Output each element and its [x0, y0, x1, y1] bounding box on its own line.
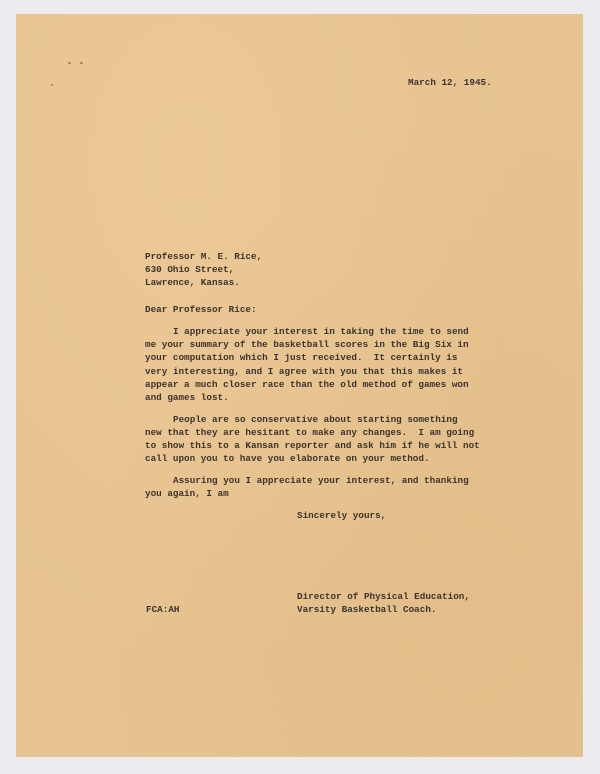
text-line: appear a much closer race than the old method of games won	[145, 379, 469, 390]
letter-date: March 12, 1945.	[408, 77, 492, 88]
text-line: new that they are hesitant to make any changes. I am going	[145, 427, 475, 438]
salutation: Dear Professor Rice:	[145, 304, 257, 315]
address-line: 630 Ohio Street,	[145, 264, 235, 275]
text-line: I appreciate your interest in taking the time to send	[173, 326, 469, 337]
text-line: you again, I am	[145, 488, 229, 499]
text-line: your computation which I just received. It certainly is	[145, 352, 458, 363]
text-line: call upon you to have you elaborate on your method.	[145, 453, 430, 464]
signature-title-line: Director of Physical Education,	[297, 591, 470, 602]
text-line: People are so conservative about starting something	[173, 414, 458, 425]
typist-initials: FCA:AH	[146, 604, 180, 615]
closing: Sincerely yours,	[297, 510, 387, 521]
text-line: and games lost.	[145, 392, 229, 403]
text-line: to show this to a Kansan reporter and ask him if he will not	[145, 440, 480, 451]
text-line: very interesting, and I agree with you that this makes it	[145, 366, 464, 377]
text-line: me your summary of the basketball scores in the Big Six in	[145, 339, 469, 350]
address-line: Lawrence, Kansas.	[145, 277, 240, 288]
signature-title-line: Varsity Basketball Coach.	[297, 604, 437, 615]
text-line: Assuring you I appreciate your interest, and thanking	[173, 475, 469, 486]
address-line: Professor M. E. Rice,	[145, 251, 263, 262]
